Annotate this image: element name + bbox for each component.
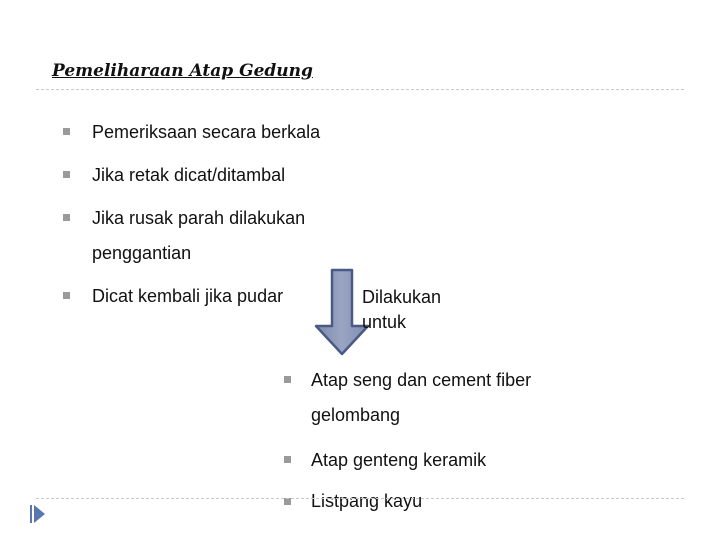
list-item: Dicat kembali jika pudar — [92, 286, 284, 306]
bullet-marker — [284, 498, 291, 505]
bottom-divider — [36, 498, 684, 499]
bullet-marker — [284, 376, 291, 383]
bullet-marker — [63, 128, 70, 135]
list-item: Jika retak dicat/ditambal — [92, 165, 286, 185]
bullet-marker — [63, 292, 70, 299]
list-item-continuation: penggantian — [92, 243, 192, 263]
bullet-marker — [284, 456, 291, 463]
list-item: Pemeriksaan secara berkala — [92, 122, 321, 142]
arrow-label-line: untuk — [362, 312, 407, 332]
nav-triangle — [34, 505, 45, 523]
arrow-label-line: Dilakukan — [362, 287, 442, 307]
slide-title: Pemeliharaan Atap Gedung — [52, 61, 313, 81]
list-item: Atap seng dan cement fiber — [311, 370, 532, 390]
arrow-label — [362, 285, 441, 335]
list-item-continuation: gelombang — [311, 405, 401, 425]
bullet-marker — [63, 214, 70, 221]
list-item: Atap genteng keramik — [311, 450, 487, 470]
list-item: Jika rusak parah dilakukan — [92, 208, 306, 228]
top-divider — [36, 89, 684, 90]
nav-bar — [30, 505, 32, 523]
list-item: Listpang kayu — [311, 491, 423, 511]
bullet-marker — [63, 171, 70, 178]
